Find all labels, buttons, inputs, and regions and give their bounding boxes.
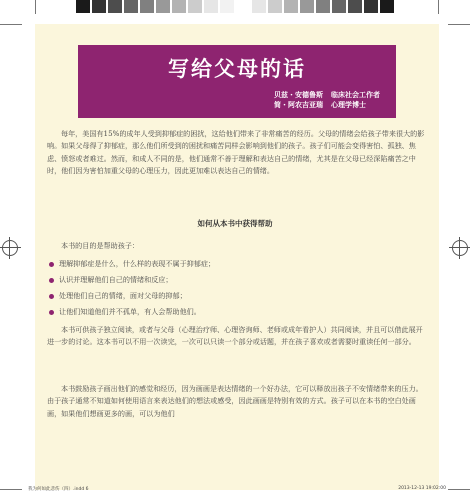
- author-list: [274, 90, 380, 110]
- color-swatch: [92, 0, 106, 13]
- body-section-goals: [47, 240, 429, 320]
- file-name: 我为何如此悲伤（四）.indd 6: [28, 487, 89, 492]
- print-timestamp: 2013-12-13 19:02:00: [398, 486, 446, 491]
- color-swatch: [348, 0, 362, 13]
- author-line: [274, 90, 380, 100]
- color-swatch: [220, 0, 234, 13]
- color-calibration-bar: [30, 0, 440, 13]
- color-swatch: [108, 0, 122, 13]
- paragraph: 本书可供孩子独立阅读，或者与父母（心理治疗师、心理咨询师、老师或成年看护人）共同阅读，并且可以借此展开进一步的讨论。这本书可以不用一次读完，一次可以只读一个部分或话题，并在孩子喜欢或者需要时重读任何一部分。: [47, 325, 423, 347]
- color-swatch: [140, 0, 154, 13]
- list-item: 处理他们自己的情绪，面对父母的抑郁；: [47, 288, 429, 304]
- bullet-icon: [49, 310, 54, 315]
- list-item: 让他们知道他们并不孤单，有人会帮助他们。: [47, 304, 429, 320]
- list-item: 理解抑郁症是什么，什么样的表现不属于抑郁症；: [47, 256, 429, 272]
- color-swatch: [124, 0, 138, 13]
- color-swatch: [284, 0, 298, 13]
- body-section-drawing: [47, 383, 429, 420]
- color-swatch: [268, 0, 282, 13]
- body-section-intro: [47, 128, 429, 177]
- goal-list: [47, 256, 429, 320]
- author-role: 心理学博士: [331, 101, 366, 109]
- registration-mark-icon: [452, 240, 468, 256]
- list-item: 认识并理解他们自己的情绪和反应；: [47, 272, 429, 288]
- page-title: 写给父母的话: [168, 56, 306, 81]
- color-swatch: [236, 0, 250, 13]
- author-role: 临床社会工作者: [331, 91, 380, 99]
- bullet-icon: [49, 294, 54, 299]
- author-name: 贝兹・安德鲁斯: [274, 91, 323, 99]
- paragraph: 每年，美国有15%的成年人受到抑郁症的困扰，这给他们带来了非常痛苦的经历。父母的情绪会给孩子带来很大的影响。如果父母得了抑郁症，那么他们所受到的困扰和痛苦同样会影响到他们的孩子。孩子们可能会变得害怕、孤独、焦虑、愤怒或者难过。然而，和成人不同的是，他们通常不善于理解和表达自己的情绪，尤其是在父母已经深陷痛苦之中时，他们因为害怕加重父母的心理压力，因此更加难以表达自己的情绪。: [47, 129, 425, 175]
- color-swatch: [316, 0, 330, 13]
- color-swatch: [172, 0, 186, 13]
- print-footer: [0, 484, 470, 494]
- color-swatch: [252, 0, 266, 13]
- bullet-icon: [49, 278, 54, 283]
- bullet-icon: [49, 262, 54, 267]
- author-line: [274, 100, 380, 110]
- color-swatch: [364, 0, 378, 13]
- crop-mark: [448, 24, 470, 25]
- crop-mark: [0, 24, 22, 25]
- color-swatch: [156, 0, 170, 13]
- color-swatch: [300, 0, 314, 13]
- author-name: 简・阿农吉亚瑞: [274, 101, 323, 109]
- color-swatch: [332, 0, 346, 13]
- color-swatch: [188, 0, 202, 13]
- section-heading: 如何从本书中获得帮助: [197, 219, 273, 228]
- registration-mark-icon: [2, 240, 18, 256]
- color-swatch: [204, 0, 218, 13]
- color-swatch: [380, 0, 394, 13]
- paragraph: 本书的目的是帮助孩子：: [61, 241, 140, 250]
- color-swatch: [76, 0, 90, 13]
- title-banner: [78, 45, 396, 118]
- paragraph: 本书鼓励孩子画出他们的感觉和经历，因为画画是表达情绪的一个好办法，它可以释放出孩子不安情绪带来的压力。由于孩子通常不知道如何使用语言来表达他们的想法或感受，因此画画是特别有效的方式。孩子可以在本书的空白处画画，如果他们想画更多的画，可以为他们: [47, 384, 423, 418]
- body-section-reading: [47, 324, 429, 349]
